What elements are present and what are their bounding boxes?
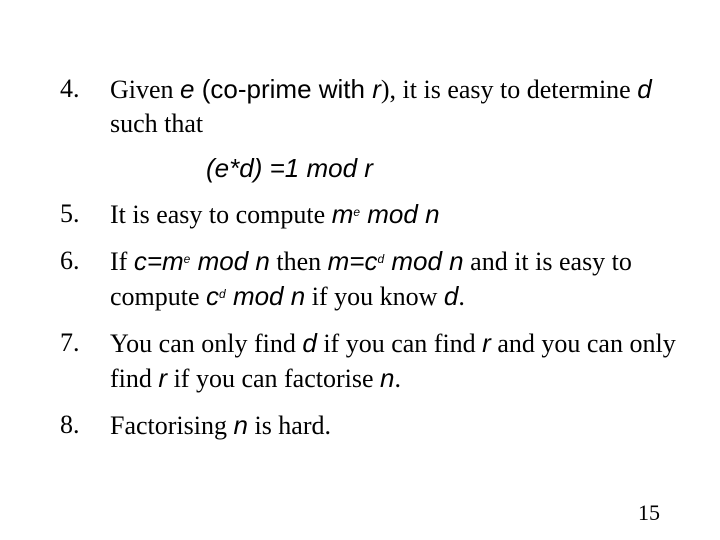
expr-m-eq-c: m=c bbox=[327, 246, 378, 276]
text-run: Factorising bbox=[110, 411, 234, 440]
var-c: c bbox=[206, 281, 220, 311]
exponent-e: e bbox=[353, 205, 361, 219]
text-run: Given bbox=[110, 75, 181, 104]
exponent-e: e bbox=[183, 252, 191, 266]
text-run: and it is easy to compute bbox=[110, 247, 632, 311]
var-d: d bbox=[637, 74, 652, 104]
item-text bbox=[110, 326, 680, 396]
page-number: 15 bbox=[638, 500, 660, 525]
text-run: if you know bbox=[305, 282, 444, 311]
var-d: d bbox=[443, 281, 459, 311]
text-run: ), it is easy to determine bbox=[380, 75, 638, 104]
list-item bbox=[60, 72, 680, 185]
text-run: If bbox=[110, 247, 134, 276]
text-run: (co-prime with bbox=[194, 74, 373, 104]
var-r: r bbox=[372, 74, 381, 104]
var-m: m bbox=[331, 199, 354, 229]
text-run: then bbox=[269, 247, 328, 276]
text-run: if you can find bbox=[316, 329, 483, 358]
list-item bbox=[60, 408, 680, 443]
list-item bbox=[60, 326, 680, 396]
equation: (e*d) =1 mod r bbox=[206, 153, 373, 183]
item-text bbox=[110, 72, 680, 141]
text-run: It is easy to compute bbox=[110, 200, 332, 229]
list-item bbox=[60, 197, 680, 232]
var-n: n bbox=[380, 363, 395, 393]
item-number: 5. bbox=[60, 199, 80, 228]
text-mod-n: mod n bbox=[384, 246, 464, 276]
text-mod-n: mod n bbox=[225, 281, 306, 311]
var-r: r bbox=[482, 328, 491, 358]
text-run: You can only find bbox=[110, 329, 303, 358]
text-run: if you can factorise bbox=[167, 364, 381, 393]
exponent-d: d bbox=[219, 287, 226, 301]
list-item bbox=[60, 244, 680, 314]
text-run: such that bbox=[110, 109, 204, 138]
var-r: r bbox=[158, 363, 168, 393]
item-number: 8. bbox=[60, 410, 80, 439]
numbered-list bbox=[60, 72, 680, 455]
var-e: e bbox=[180, 74, 195, 104]
item-number: 6. bbox=[60, 246, 80, 275]
text-run: and you can only find bbox=[110, 329, 676, 393]
var-d: d bbox=[302, 328, 317, 358]
item-text bbox=[110, 408, 680, 443]
text-mod-n: mod n bbox=[190, 246, 270, 276]
item-text bbox=[110, 197, 680, 232]
exponent-d: d bbox=[377, 252, 385, 266]
item-number: 7. bbox=[60, 328, 80, 357]
text-run: . bbox=[394, 364, 401, 393]
item-number: 4. bbox=[60, 74, 80, 103]
text-mod-n: mod n bbox=[360, 199, 440, 229]
text-run: is hard. bbox=[247, 411, 332, 440]
text-run: . bbox=[458, 282, 465, 311]
expr-c-eq-m: c=m bbox=[133, 246, 184, 276]
var-n: n bbox=[233, 410, 248, 440]
item-text bbox=[110, 244, 680, 314]
